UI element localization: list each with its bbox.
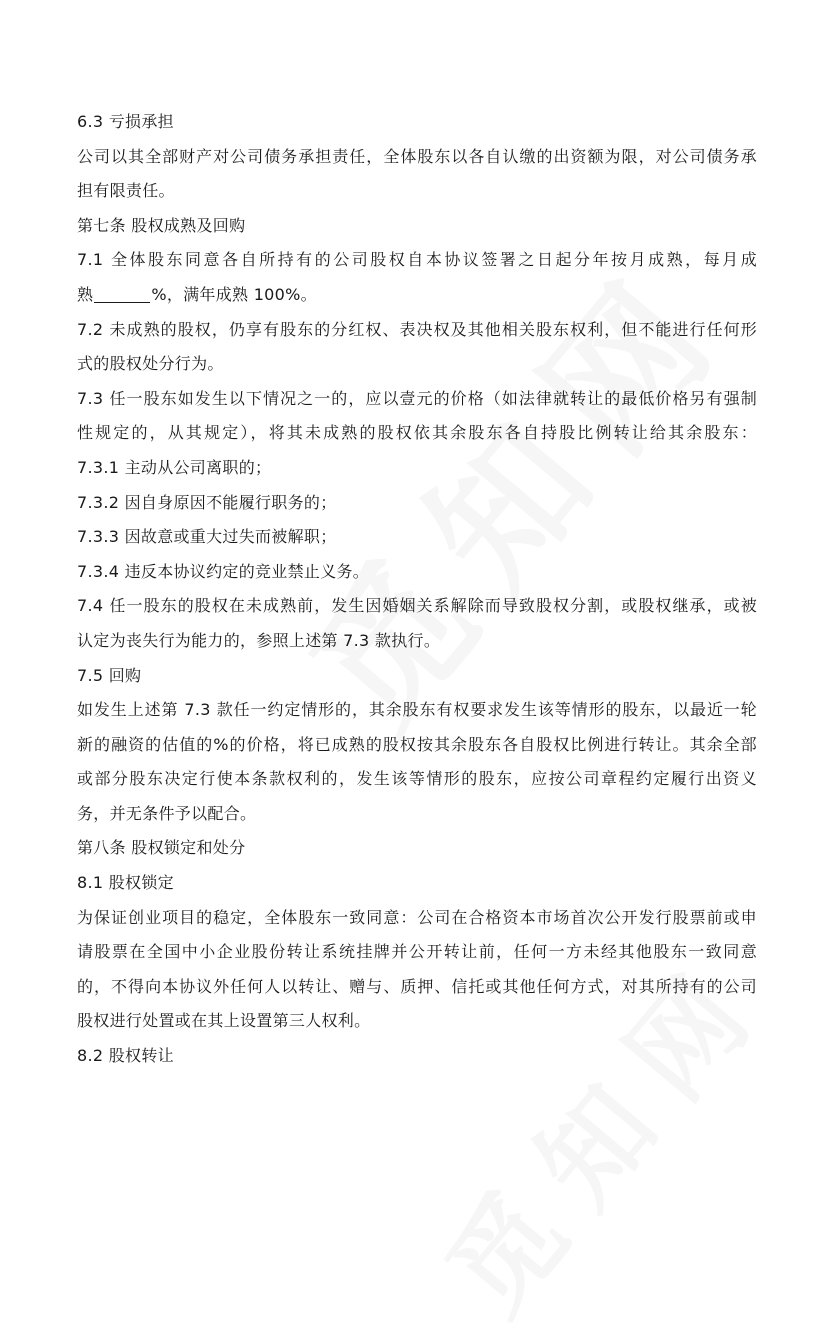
list-item: 7.3.2 因自身原因不能履行职务的； [77, 492, 337, 512]
fill-in-blank [94, 284, 150, 303]
paragraph-line: 7.4 任一股东的股权在未成熟前，发生因婚姻关系解除而导致股权分割，或股权继承，或被 [77, 596, 757, 616]
document-page [77, 105, 757, 1074]
article-heading: 第八条 股权锁定和处分 [77, 838, 246, 858]
line-suffix: %，满年成熟 100%。 [151, 284, 317, 304]
article-heading: 第七条 股权成熟及回购 [77, 215, 246, 235]
paragraph-line: 请股票在全国中小企业股份转让系统挂牌并公开转让前，任何一方未经其他股东一致同意 [77, 942, 757, 962]
paragraph-line: 或部分股东决定行使本条款权利的，发生该等情形的股东，应按公司章程约定履行出资义 [77, 769, 757, 789]
paragraph-line: 7.1 全体股东同意各自所持有的公司股权自本协议签署之日起分年按月成熟，每月成 [77, 250, 757, 270]
paragraph-line: 性规定的，从其规定），将其未成熟的股权依其余股东各自持股比例转让给其余股东： [77, 423, 757, 443]
paragraph-line: 股权进行处置或在其上设置第三人权利。 [77, 1011, 371, 1031]
section-heading: 7.5 回购 [77, 665, 142, 685]
paragraph-line: 认定为丧失行为能力的，参照上述第 7.3 款执行。 [77, 630, 441, 650]
paragraph-line: 公司以其全部财产对公司债务承担责任，全体股东以各自认缴的出资额为限，对公司债务承 [77, 146, 757, 166]
list-item: 7.3.3 因故意或重大过失而被解职； [77, 527, 337, 547]
paragraph-line: 为保证创业项目的稳定，全体股东一致同意：公司在合格资本市场首次公开发行股票前或申 [77, 907, 757, 927]
list-item: 7.3.1 主动从公司离职的； [77, 457, 272, 477]
paragraph-line: 新的融资的估值的%的价格，将已成熟的股权按其余股东各自股权比例进行转让。其余全部 [77, 734, 757, 754]
paragraph-line: 担有限责任。 [77, 181, 175, 201]
paragraph-line: 如发生上述第 7.3 款任一约定情形的，其余股东有权要求发生该等情形的股东，以最近一轮 [77, 700, 757, 720]
paragraph-line: 7.2 未成熟的股权，仍享有股东的分红权、表决权及其他相关股东权利，但不能进行任何形 [77, 319, 757, 339]
line-prefix: 熟 [77, 284, 94, 304]
paragraph-line: 的，不得向本协议外任何人以转让、赠与、质押、信托或其他任何方式，对其所持有的公司 [77, 976, 757, 996]
list-item: 7.3.4 违反本协议约定的竞业禁止义务。 [77, 561, 370, 581]
section-heading: 6.3 亏损承担 [77, 112, 174, 131]
section-heading: 8.2 股权转让 [77, 1046, 174, 1066]
section-heading: 8.1 股权锁定 [77, 873, 174, 893]
paragraph-line: 式的股权处分行为。 [77, 354, 224, 374]
paragraph-line-with-blank [77, 278, 757, 313]
paragraph-line: 务，并无条件予以配合。 [77, 803, 257, 823]
paragraph-line: 7.3 任一股东如发生以下情况之一的，应以壹元的价格（如法律就转让的最低价格另有强制 [77, 388, 757, 408]
